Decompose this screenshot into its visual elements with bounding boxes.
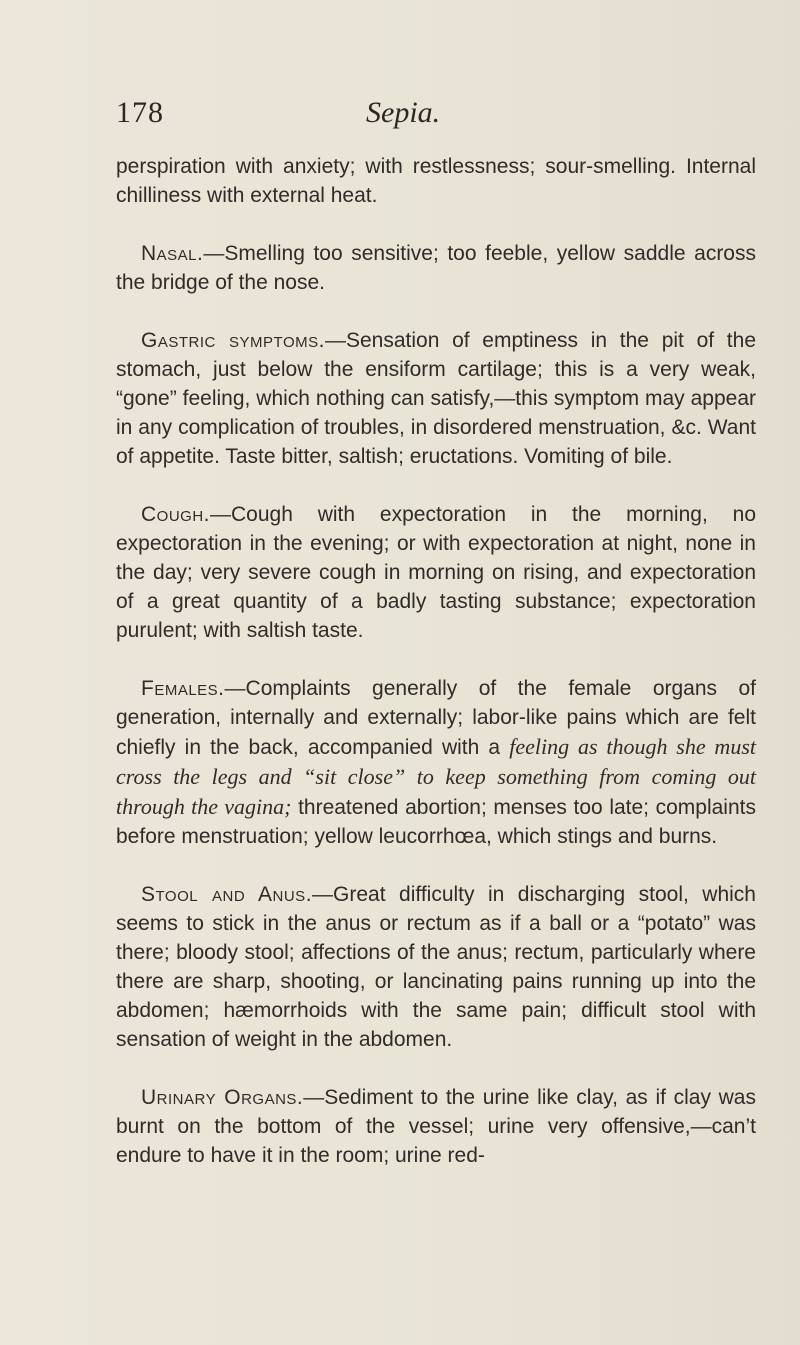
paragraph-text: threatened abortion; menses too late; complaints before menstruation; yellow leucorrhœa, which stings and burns. <box>116 796 756 848</box>
section-heading-urinary: Urinary Organs. <box>141 1086 304 1109</box>
paragraph-text: —Sensation of emptiness in the pit of the stomach, just below the ensiform cartilage; this is a very weak, “gone” feeling, which nothing can satisfy,—this symptom may appear in any complication of troubles, in disordered menstruation, &c. Want of appetite. Taste bitter, saltish; eructations. Vomiting of bile. <box>116 329 756 468</box>
section-heading-cough: Cough. <box>141 503 210 526</box>
paragraph-females <box>116 674 756 851</box>
section-heading-stool: Stool and Anus. <box>141 883 313 906</box>
paragraph-text: —Smelling too sensitive; too feeble, yellow saddle across the bridge of the nose. <box>116 242 756 294</box>
page-body <box>116 152 756 1199</box>
paragraph-text: —Sediment to the urine like clay, as if clay was burnt on the bottom of the vessel; urine very offensive,—can’t endure to have it in the room; urine red- <box>116 1086 756 1167</box>
section-heading-gastric: Gastric symptoms. <box>141 329 325 352</box>
paragraph-nasal <box>116 239 756 297</box>
paragraph-text: —Great difficulty in discharging stool, which seems to stick in the anus or rectum as if a ball or a “potato” was there; bloody stool; affections of the anus; rectum, particularly where there are sharp, shooting, or lancinating pains running up into the abdomen; hæmorrhoids with the same pain; difficult stool with sensation of weight in the abdomen. <box>116 883 756 1051</box>
page-header <box>116 96 756 136</box>
paragraph-text: perspiration with anxiety; with restlessness; sour-smelling. Internal chilliness with external heat. <box>116 155 756 207</box>
section-heading-nasal: Nasal. <box>141 242 204 265</box>
paragraph-intro <box>116 152 756 210</box>
paragraph-text: —Cough with expectoration in the morning, no expectoration in the evening; or with expectoration at night, none in the day; very severe cough in morning on rising, and expectoration of a great quantity of a badly tasting substance; expectoration purulent; with saltish taste. <box>116 503 756 642</box>
paragraph-urinary <box>116 1083 756 1170</box>
running-title: Sepia. <box>366 96 441 129</box>
paragraph-text: —Complaints generally of the female organs of generation, internally and externally; labor-like pains which are felt chiefly in the back, accompanied with a <box>116 677 756 759</box>
paragraph-stool <box>116 880 756 1054</box>
paragraph-cough <box>116 500 756 645</box>
paragraph-gastric <box>116 326 756 471</box>
paragraph-italic-text: feeling as though she must cross the legs and “sit close” to keep something from coming out through the vagina; <box>116 734 756 819</box>
page-number: 178 <box>116 96 164 129</box>
section-heading-females: Females. <box>141 677 225 700</box>
